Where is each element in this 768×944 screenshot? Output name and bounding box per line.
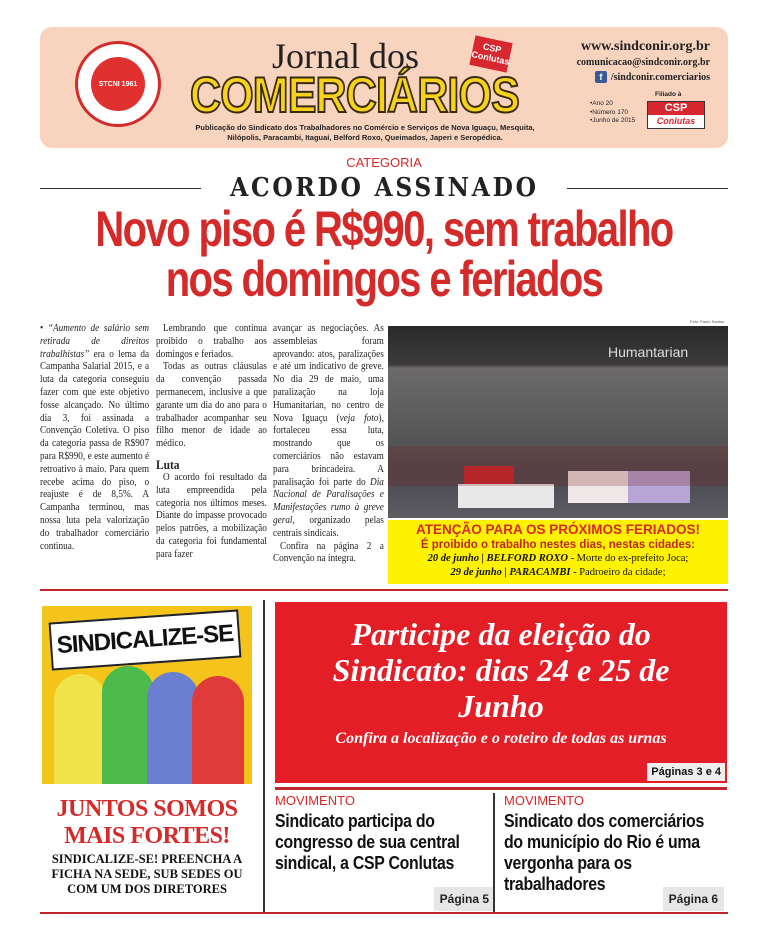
conlutas-text: Conlutas	[648, 115, 704, 128]
section-category: CATEGORIA	[346, 155, 422, 170]
body-text: era o lema da Campanha Salarial 2015, e a luta da categoria conseguiu fazer com que este objetivo fosse alcançado. No último dia 3, foi assinada a Convenção Coletiva. O piso da categoria passa de R$907 para R$990, e este aumento é retroativo à maio. Para quem recebe acima do piso, o reajuste é de 8,5%. A Campanha terminou, mas nossa luta pela valorização do trabalhador comerciário continua.	[40, 348, 150, 552]
protest-photo	[388, 326, 728, 518]
holiday-notice	[388, 520, 728, 584]
page-reference: Páginas 3 e 4	[647, 763, 725, 781]
headline-line-1: Novo piso é R$990, sem trabalho	[95, 201, 673, 257]
facebook-link[interactable]	[568, 71, 710, 83]
csp-flag-logo: CSP Conlutas	[469, 35, 512, 72]
sindicalize-cartoon	[42, 606, 252, 784]
article-teaser[interactable]	[504, 793, 724, 911]
promo-text: SINDICALIZE-SE! PREENCHA A FICHA NA SEDE, SUB SEDES OU COM UM DOS DIRETORES	[51, 852, 243, 896]
article-column-3	[273, 323, 384, 566]
body-text: Lembrando que continua proibido o trabalho aos domingos e feriados.	[156, 323, 267, 360]
divider	[275, 787, 727, 790]
article-column-1: • “Aumento de salário sem retirada de direitos trabalhistas” era o lema da Campanha Salarial 2015, e a luta da categoria conseguiu fazer com que este objetivo fosse alcançado. No último dia 3, foi assinada a Convenção Coletiva. O piso da categoria passa de R$907 para R$990, e este aumento é retroativo à maio. Para quem recebe acima do piso, o reajuste é de 8,5%. A Campanha terminou, mas nossa luta pela valorização do trabalhador comerciário continua.	[40, 323, 150, 552]
body-text: ), fortaleceu essa luta, mostrando que os comerciários não estavam para brincadeira. A paralisação foi parte do	[273, 412, 384, 488]
main-headline	[24, 201, 744, 307]
affiliation-label: Filiado à	[655, 91, 682, 98]
website-link[interactable]: www.sindconir.org.br	[580, 39, 710, 54]
body-text: Confira na página 2 a Convenção na íntegra.	[273, 540, 384, 565]
notice-date: 20 de junho | BELFORD ROXO	[427, 553, 568, 564]
photo-ref: veja foto	[339, 412, 379, 424]
notice-date: 29 de junho | PARACAMBI	[450, 567, 571, 578]
divider	[263, 600, 265, 914]
photo-credit: Foto: Paulo Santos	[690, 319, 725, 324]
seal-years: STCNI 1961	[91, 57, 145, 111]
membership-promo	[42, 796, 252, 897]
notice-title: ATENÇÃO PARA OS PRÓXIMOS FERIADOS!	[415, 522, 700, 537]
article-teaser[interactable]	[275, 793, 495, 911]
notice-line-1	[388, 552, 728, 566]
article-title: Sindicato dos comerciários do município do Rio é uma vergonha para os trabalhadores	[504, 811, 705, 894]
kicker-text: ACORDO ASSINADO	[229, 173, 539, 203]
csp-text: CSP	[664, 102, 688, 114]
divider	[493, 793, 495, 913]
csp-conlutas-logo	[647, 101, 705, 129]
quote: “Aumento de salário sem retirada de direitos trabalhistas”	[40, 323, 150, 360]
cartoon-banner: SINDICALIZE-SE	[49, 609, 242, 670]
email-link[interactable]: comunicacao@sindconir.org.br	[576, 57, 710, 68]
notice-reason: - Padroeiro da cidade;	[570, 567, 666, 578]
election-banner[interactable]	[275, 602, 727, 783]
event-name: Dia Nacional de Paralisações e Manifestações rumo à greve geral	[273, 476, 384, 526]
body-text: O acordo foi resultado da luta empreendida pela categoria nos últimos meses. Diante do impasse provocado pelos patrões, a mobilização da categoria foi fundamental para fazer	[156, 471, 267, 560]
facebook-handle: /sindconir.comerciarios	[610, 71, 710, 83]
divider	[567, 188, 728, 189]
body-text: Todas as outras cláusulas da convenção passada permanecem, inclusive a que garante um dia do ano para o trabalhador acompanhar seu filho menor de idade ao médico.	[156, 361, 267, 450]
election-title: Participe da eleição do Sindicato: dias 24 e 25 de Junho	[332, 616, 670, 724]
issue-date: •Junho de 2015	[590, 117, 636, 124]
kicker	[40, 173, 728, 203]
notice-line-2	[388, 566, 728, 580]
subheading: Luta	[156, 456, 180, 472]
election-subtitle: Confira a localização e o roteiro de todas as urnas	[335, 730, 667, 747]
publication-info: Publicação do Sindicato dos Trabalhadores no Comércio e Serviços de Nova Iguaçu, Mesquita, Nilópolis, Paracambi, Itaguaí, Belford Roxo, Queimados, Japeri e Seropédica.	[195, 123, 535, 142]
body-text: avançar as negociações. As assembleias foram aprovando: atos, paralizações e até um indicativo de greve. No dia 29 de maio, uma paralização na loja Humanitarian, no centro de Nova Iguaçu (	[273, 323, 384, 424]
article-kicker: MOVIMENTO	[275, 793, 355, 808]
divider	[40, 912, 728, 914]
divider	[40, 589, 728, 591]
page-reference: Página 6	[663, 887, 724, 911]
masthead	[40, 27, 728, 148]
divider	[40, 188, 201, 189]
title-top: Jornal dos	[272, 36, 419, 76]
issue-number: •Número 170	[590, 108, 629, 116]
headline-line-2: nos domingos e feriados	[165, 251, 603, 307]
union-seal-logo	[75, 41, 161, 127]
store-sign: Humantarian	[608, 344, 689, 360]
notice-subtitle: É proibido o trabalho nestes dias, nestas cidades:	[420, 539, 696, 551]
title-main: COMERCIÁRIOS	[190, 67, 519, 123]
body-text: , organizado pelas centrais sindicais.	[273, 514, 384, 539]
page-reference: Página 5	[434, 887, 495, 911]
issue-year: •Ano 20	[590, 100, 613, 107]
notice-reason: - Morte do ex-prefeito Joca;	[567, 553, 689, 564]
facebook-icon: f	[595, 71, 607, 83]
article-column-2	[156, 323, 267, 562]
article-kicker: MOVIMENTO	[504, 793, 584, 808]
article-title: Sindicato participa do congresso de sua central sindical, a CSP Conlutas	[275, 811, 460, 873]
issue-info	[590, 100, 635, 126]
promo-headline: JUNTOS SOMOS MAIS FORTES!	[56, 796, 238, 849]
